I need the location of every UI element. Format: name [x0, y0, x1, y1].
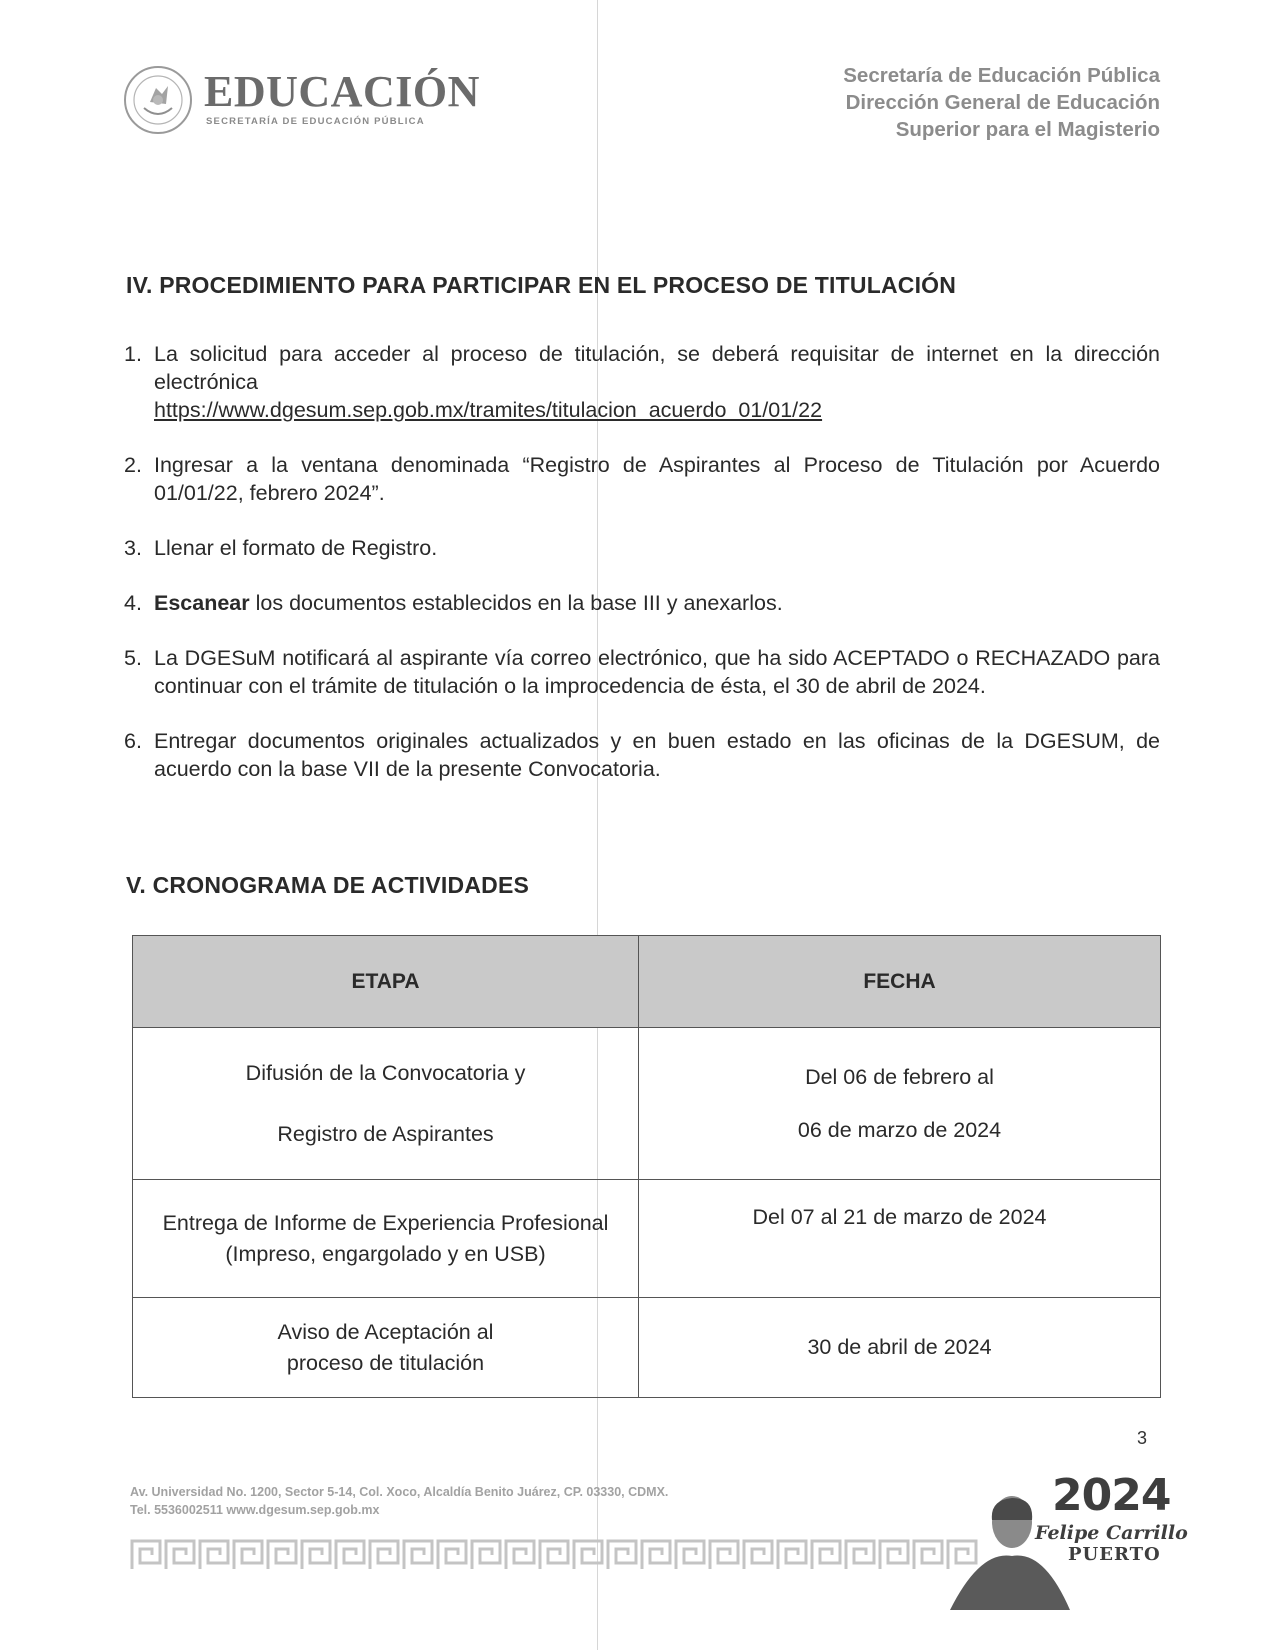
step-emphasis: Escanear [154, 591, 250, 615]
institution-block [843, 62, 1160, 143]
step-number: 1. [124, 342, 142, 366]
titulacion-link[interactable]: https://www.dgesum.sep.gob.mx/tramites/titulacion_acuerdo_01/01/22 [154, 398, 823, 422]
cell-line: Aviso de Aceptación al [277, 1319, 494, 1344]
etapa-cell [133, 1180, 639, 1298]
fecha-cell [639, 1298, 1161, 1398]
step-text: Entregar documentos originales actualizados y en buen estado en las oficinas de la DGESUM, de acuerdo con la base VII de la presente Convocatoria. [154, 729, 1160, 781]
list-item [124, 727, 1160, 783]
fecha-cell [639, 1028, 1161, 1180]
step-number: 3. [124, 536, 142, 560]
list-item [124, 451, 1160, 507]
list-item [124, 589, 1160, 617]
procedure-steps [124, 340, 1160, 810]
fecha-cell [639, 1180, 1161, 1298]
logo-wordmark: EDUCACIÓN [204, 67, 480, 116]
table-header-row [133, 936, 1161, 1028]
column-header-fecha: FECHA [639, 936, 1161, 1028]
list-item [124, 534, 1160, 562]
emblem-name-line2: PUERTO [1068, 1544, 1161, 1565]
etapa-cell [133, 1298, 639, 1398]
cell-line: Registro de Aspirantes [277, 1121, 494, 1146]
sep-logo [122, 62, 482, 142]
scan-artifact-line [597, 0, 598, 1650]
step-number: 5. [124, 646, 142, 670]
emblem-name-line1: Felipe Carrillo [1035, 1522, 1188, 1544]
cell-line: Del 07 al 21 de marzo de 2024 [752, 1205, 1047, 1229]
step-text: Llenar el formato de Registro. [154, 536, 438, 560]
step-number: 6. [124, 729, 142, 753]
section-v-title: V. CRONOGRAMA DE ACTIVIDADES [126, 872, 530, 898]
table-row [133, 1298, 1161, 1398]
cell-line: Entrega de Informe de Experiencia Profesional (Impreso, engargolado y en USB) [162, 1210, 609, 1266]
step-number: 2. [124, 453, 142, 477]
emblem-year: 2024 [1052, 1470, 1171, 1521]
decorative-pattern-band [130, 1535, 980, 1573]
table-row [133, 1180, 1161, 1298]
step-text: los documentos establecidos en la base III y anexarlos. [249, 591, 783, 615]
cell-line: 06 de marzo de 2024 [797, 1117, 1002, 1142]
cell-line: Del 06 de febrero al [805, 1064, 994, 1089]
institution-line: Dirección General de Educación [845, 91, 1160, 114]
footer-address: Av. Universidad No. 1200, Sector 5-14, Col. Xoco, Alcaldía Benito Juárez, CP. 03330, CDMX. [130, 1485, 669, 1499]
page-number: 3 [1137, 1428, 1148, 1448]
section-iv-title: IV. PROCEDIMIENTO PARA PARTICIPAR EN EL PROCESO DE TITULACIÓN [126, 272, 957, 298]
step-text: Ingresar a la ventana denominada “Registro de Aspirantes al Proceso de Titulación por Acuerdo 01/01/22, febrero 2024”. [154, 453, 1160, 505]
list-item [124, 644, 1160, 700]
institution-line: Secretaría de Educación Pública [843, 64, 1160, 87]
schedule-table [132, 935, 1161, 1398]
table-row [133, 1028, 1161, 1180]
cell-line: proceso de titulación [286, 1350, 485, 1375]
cell-line: 30 de abril de 2024 [807, 1335, 992, 1359]
cell-line: Difusión de la Convocatoria y [245, 1060, 526, 1085]
logo-subtitle: SECRETARÍA DE EDUCACIÓN PÚBLICA [206, 116, 425, 127]
national-seal-icon [122, 64, 194, 136]
institution-line: Superior para el Magisterio [895, 118, 1160, 141]
list-item [124, 340, 1160, 424]
step-number: 4. [124, 591, 142, 615]
column-header-etapa: ETAPA [133, 936, 639, 1028]
step-text: La DGESuM notificará al aspirante vía correo electrónico, que ha sido ACEPTADO o RECHAZADO para continuar con el trámite de titulación o la improcedencia de ésta, el 30 de abril de 2024. [154, 646, 1160, 698]
footer-address-block [130, 1483, 668, 1519]
step-text: La solicitud para acceder al proceso de titulación, se deberá requisitar de internet en la dirección electrónica [154, 342, 1160, 394]
etapa-cell [133, 1028, 639, 1180]
footer-contact: Tel. 5536002511 www.dgesum.sep.gob.mx [130, 1503, 380, 1517]
anniversary-emblem [940, 1470, 1188, 1620]
